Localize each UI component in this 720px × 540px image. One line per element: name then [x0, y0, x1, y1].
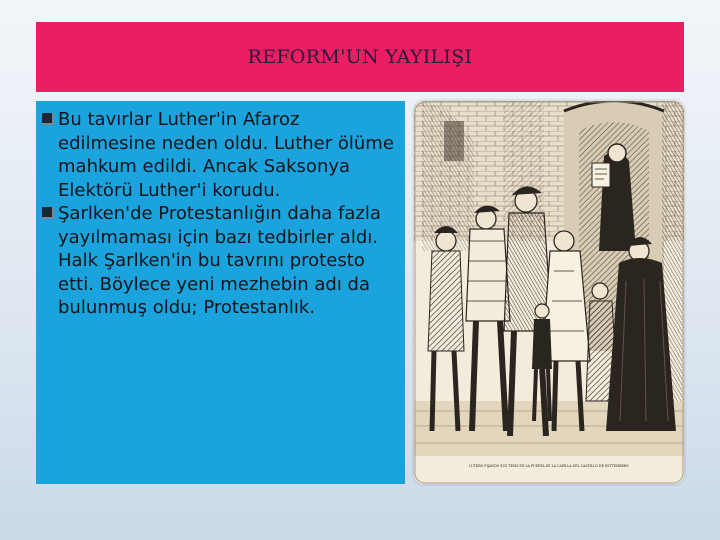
bullet-item — [42, 108, 399, 202]
luther-engraving-image — [414, 101, 684, 484]
square-bullet-icon — [42, 207, 54, 219]
bullet-item — [42, 202, 399, 320]
slide-title: REFORM'UN YAYILIŞI — [247, 46, 473, 68]
bullet-text: Şarlken'de Protestanlığın daha fazla yayılmaması için bazı tedbirler aldı. Halk Şarlken'in bu tavrını protesto etti. Böylece yeni mezhebin adı da bulunmuş oldu; Protestanlık. — [58, 203, 381, 318]
slide-title-bar — [36, 22, 684, 92]
bullet-text-box — [36, 101, 405, 484]
engraving-caption: LUTERO FIJANDO SUS TESIS EN LA PUERTA DE LA CAPILLA DEL CASTILLO DE WITTEMBERG — [469, 464, 629, 468]
square-bullet-icon — [42, 113, 54, 125]
bullet-text: Bu tavırlar Luther'in Afaroz edilmesine neden oldu. Luther ölüme mahkum edildi. Ancak Saksonya Elektörü Luther'i korudu. — [58, 109, 394, 201]
